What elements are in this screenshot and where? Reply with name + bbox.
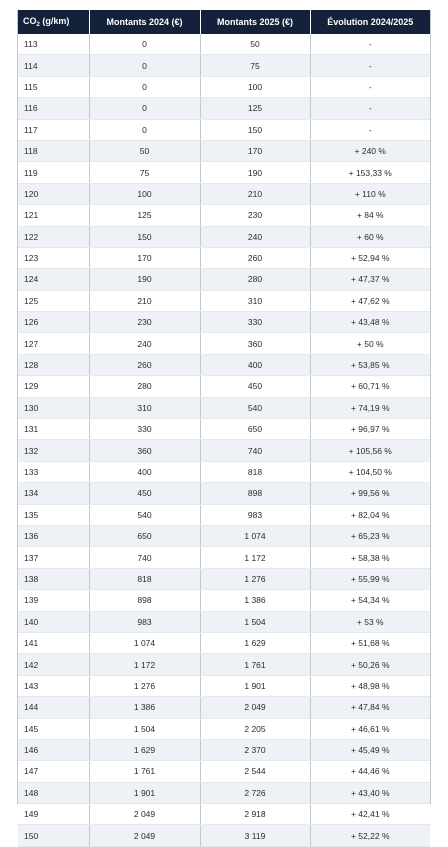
cell-amount-2025: 170	[200, 140, 310, 161]
table-row	[18, 547, 430, 568]
table-row	[18, 333, 430, 354]
cell-amount-2024: 818	[89, 568, 200, 589]
cell-co2: 136	[18, 525, 89, 546]
cell-amount-2024: 400	[89, 461, 200, 482]
co2-malus-table	[18, 10, 430, 847]
cell-amount-2025: 2 918	[200, 804, 310, 825]
cell-amount-2024: 650	[89, 525, 200, 546]
cell-amount-2025: 75	[200, 55, 310, 76]
cell-amount-2024: 100	[89, 183, 200, 204]
cell-co2: 121	[18, 205, 89, 226]
cell-evolution: + 99,56 %	[310, 483, 430, 504]
cell-evolution: + 65,23 %	[310, 525, 430, 546]
table-row	[18, 697, 430, 718]
header-evolution: Évolution 2024/2025	[310, 10, 430, 34]
cell-co2: 125	[18, 290, 89, 311]
cell-amount-2025: 240	[200, 226, 310, 247]
cell-evolution: + 45,49 %	[310, 739, 430, 760]
cell-amount-2024: 0	[89, 119, 200, 140]
cell-amount-2025: 1 761	[200, 654, 310, 675]
cell-evolution: -	[310, 119, 430, 140]
cell-co2: 132	[18, 440, 89, 461]
cell-co2: 134	[18, 483, 89, 504]
table-row	[18, 34, 430, 55]
cell-evolution: -	[310, 34, 430, 55]
cell-evolution: + 55,99 %	[310, 568, 430, 589]
cell-evolution: -	[310, 55, 430, 76]
cell-co2: 124	[18, 269, 89, 290]
table-right-border	[430, 10, 431, 804]
cell-amount-2025: 125	[200, 98, 310, 119]
cell-amount-2024: 125	[89, 205, 200, 226]
cell-amount-2025: 210	[200, 183, 310, 204]
cell-co2: 135	[18, 504, 89, 525]
cell-amount-2025: 2 370	[200, 739, 310, 760]
cell-amount-2024: 210	[89, 290, 200, 311]
cell-amount-2024: 0	[89, 98, 200, 119]
cell-amount-2024: 280	[89, 376, 200, 397]
cell-amount-2025: 2 726	[200, 782, 310, 803]
cell-amount-2025: 400	[200, 354, 310, 375]
cell-evolution: + 74,19 %	[310, 397, 430, 418]
cell-amount-2024: 2 049	[89, 804, 200, 825]
cell-evolution: + 44,46 %	[310, 761, 430, 782]
cell-evolution: + 104,50 %	[310, 461, 430, 482]
cell-amount-2025: 1 901	[200, 675, 310, 696]
cell-evolution: + 54,34 %	[310, 590, 430, 611]
header-co2: $CO_2$ (g/km)	[18, 10, 89, 34]
cell-amount-2025: 2 544	[200, 761, 310, 782]
cell-evolution: + 53,85 %	[310, 354, 430, 375]
cell-co2: 127	[18, 333, 89, 354]
header-amount-2025: Montants 2025 (€)	[200, 10, 310, 34]
cell-amount-2025: 650	[200, 419, 310, 440]
cell-evolution: + 50 %	[310, 333, 430, 354]
cell-evolution: + 240 %	[310, 140, 430, 161]
cell-amount-2025: 1 629	[200, 632, 310, 653]
cell-amount-2025: 260	[200, 247, 310, 268]
cell-amount-2025: 1 504	[200, 611, 310, 632]
table-row	[18, 226, 430, 247]
cell-amount-2025: 818	[200, 461, 310, 482]
table-row	[18, 247, 430, 268]
cell-amount-2025: 330	[200, 312, 310, 333]
cell-evolution: + 52,22 %	[310, 825, 430, 846]
cell-co2: 137	[18, 547, 89, 568]
table-row	[18, 504, 430, 525]
table-row	[18, 761, 430, 782]
cell-amount-2024: 0	[89, 34, 200, 55]
cell-co2: 147	[18, 761, 89, 782]
cell-amount-2025: 50	[200, 34, 310, 55]
header-amount-2024: Montants 2024 (€)	[89, 10, 200, 34]
cell-amount-2024: 360	[89, 440, 200, 461]
cell-amount-2024: 0	[89, 76, 200, 97]
cell-evolution: + 96,97 %	[310, 419, 430, 440]
cell-amount-2024: 1 172	[89, 654, 200, 675]
cell-amount-2024: 240	[89, 333, 200, 354]
cell-evolution: + 105,56 %	[310, 440, 430, 461]
table-row	[18, 611, 430, 632]
cell-co2: 118	[18, 140, 89, 161]
cell-amount-2025: 1 074	[200, 525, 310, 546]
table-row	[18, 397, 430, 418]
cell-evolution: + 47,84 %	[310, 697, 430, 718]
table-row	[18, 782, 430, 803]
cell-amount-2024: 1 276	[89, 675, 200, 696]
cell-co2: 120	[18, 183, 89, 204]
table-row	[18, 376, 430, 397]
cell-co2: 150	[18, 825, 89, 846]
cell-amount-2024: 150	[89, 226, 200, 247]
table-row	[18, 419, 430, 440]
cell-amount-2024: 230	[89, 312, 200, 333]
cell-evolution: + 42,41 %	[310, 804, 430, 825]
table-header-row	[18, 10, 430, 34]
cell-co2: 129	[18, 376, 89, 397]
cell-evolution: + 47,62 %	[310, 290, 430, 311]
table-row	[18, 461, 430, 482]
table-row	[18, 205, 430, 226]
table-row	[18, 739, 430, 760]
cell-amount-2024: 1 629	[89, 739, 200, 760]
cell-co2: 140	[18, 611, 89, 632]
cell-amount-2024: 310	[89, 397, 200, 418]
cell-co2: 113	[18, 34, 89, 55]
cell-amount-2024: 260	[89, 354, 200, 375]
cell-amount-2025: 100	[200, 76, 310, 97]
cell-amount-2024: 190	[89, 269, 200, 290]
table-row	[18, 162, 430, 183]
cell-co2: 117	[18, 119, 89, 140]
table-row	[18, 76, 430, 97]
table-row	[18, 590, 430, 611]
table-row	[18, 354, 430, 375]
cell-amount-2025: 540	[200, 397, 310, 418]
table-row	[18, 525, 430, 546]
table-row	[18, 140, 430, 161]
cell-co2: 133	[18, 461, 89, 482]
cell-co2: 141	[18, 632, 89, 653]
cell-evolution: -	[310, 98, 430, 119]
cell-co2: 142	[18, 654, 89, 675]
cell-evolution: + 82,04 %	[310, 504, 430, 525]
cell-amount-2024: 1 901	[89, 782, 200, 803]
table-row	[18, 183, 430, 204]
cell-co2: 144	[18, 697, 89, 718]
cell-amount-2024: 898	[89, 590, 200, 611]
table-body	[18, 34, 430, 846]
cell-amount-2024: 330	[89, 419, 200, 440]
cell-evolution: + 153,33 %	[310, 162, 430, 183]
cell-amount-2024: 75	[89, 162, 200, 183]
cell-evolution: + 84 %	[310, 205, 430, 226]
table-row	[18, 440, 430, 461]
cell-evolution: + 60,71 %	[310, 376, 430, 397]
cell-co2: 131	[18, 419, 89, 440]
cell-evolution: + 43,48 %	[310, 312, 430, 333]
cell-co2: 115	[18, 76, 89, 97]
cell-evolution: + 58,38 %	[310, 547, 430, 568]
cell-co2: 123	[18, 247, 89, 268]
cell-evolution: + 48,98 %	[310, 675, 430, 696]
cell-evolution: + 52,94 %	[310, 247, 430, 268]
cell-amount-2024: 170	[89, 247, 200, 268]
cell-evolution: + 53 %	[310, 611, 430, 632]
cell-co2: 149	[18, 804, 89, 825]
cell-amount-2025: 310	[200, 290, 310, 311]
cell-amount-2025: 1 276	[200, 568, 310, 589]
table-row	[18, 654, 430, 675]
cell-co2: 138	[18, 568, 89, 589]
table-row	[18, 568, 430, 589]
cell-amount-2025: 190	[200, 162, 310, 183]
cell-evolution: + 60 %	[310, 226, 430, 247]
cell-amount-2025: 450	[200, 376, 310, 397]
cell-co2: 139	[18, 590, 89, 611]
cell-evolution: + 50,26 %	[310, 654, 430, 675]
cell-evolution: + 43,40 %	[310, 782, 430, 803]
cell-co2: 119	[18, 162, 89, 183]
cell-amount-2025: 983	[200, 504, 310, 525]
cell-amount-2024: 983	[89, 611, 200, 632]
cell-co2: 128	[18, 354, 89, 375]
cell-amount-2025: 280	[200, 269, 310, 290]
cell-evolution: -	[310, 76, 430, 97]
table-row	[18, 312, 430, 333]
cell-amount-2024: 2 049	[89, 825, 200, 846]
cell-amount-2025: 2 205	[200, 718, 310, 739]
cell-amount-2024: 0	[89, 55, 200, 76]
cell-co2: 146	[18, 739, 89, 760]
cell-co2: 116	[18, 98, 89, 119]
cell-amount-2025: 1 386	[200, 590, 310, 611]
table-row	[18, 55, 430, 76]
cell-amount-2024: 740	[89, 547, 200, 568]
cell-co2: 114	[18, 55, 89, 76]
cell-amount-2025: 150	[200, 119, 310, 140]
cell-amount-2024: 1 386	[89, 697, 200, 718]
cell-amount-2025: 2 049	[200, 697, 310, 718]
cell-co2: 122	[18, 226, 89, 247]
cell-co2: 148	[18, 782, 89, 803]
cell-evolution: + 46,61 %	[310, 718, 430, 739]
cell-amount-2025: 1 172	[200, 547, 310, 568]
cell-amount-2024: 1 761	[89, 761, 200, 782]
table-row	[18, 632, 430, 653]
cell-amount-2024: 1 504	[89, 718, 200, 739]
cell-amount-2025: 898	[200, 483, 310, 504]
cell-evolution: + 51,68 %	[310, 632, 430, 653]
cell-co2: 145	[18, 718, 89, 739]
table-row	[18, 825, 430, 846]
cell-amount-2024: 1 074	[89, 632, 200, 653]
table-row	[18, 483, 430, 504]
cell-co2: 126	[18, 312, 89, 333]
table-row	[18, 290, 430, 311]
cell-co2: 143	[18, 675, 89, 696]
table-row	[18, 718, 430, 739]
table-row	[18, 804, 430, 825]
cell-amount-2024: 540	[89, 504, 200, 525]
cell-amount-2025: 740	[200, 440, 310, 461]
cell-amount-2024: 450	[89, 483, 200, 504]
table-row	[18, 675, 430, 696]
table-row	[18, 98, 430, 119]
cell-co2: 130	[18, 397, 89, 418]
table-row	[18, 269, 430, 290]
table-row	[18, 119, 430, 140]
cell-amount-2025: 3 119	[200, 825, 310, 846]
cell-evolution: + 47,37 %	[310, 269, 430, 290]
cell-evolution: + 110 %	[310, 183, 430, 204]
cell-amount-2025: 230	[200, 205, 310, 226]
cell-amount-2024: 50	[89, 140, 200, 161]
cell-amount-2025: 360	[200, 333, 310, 354]
